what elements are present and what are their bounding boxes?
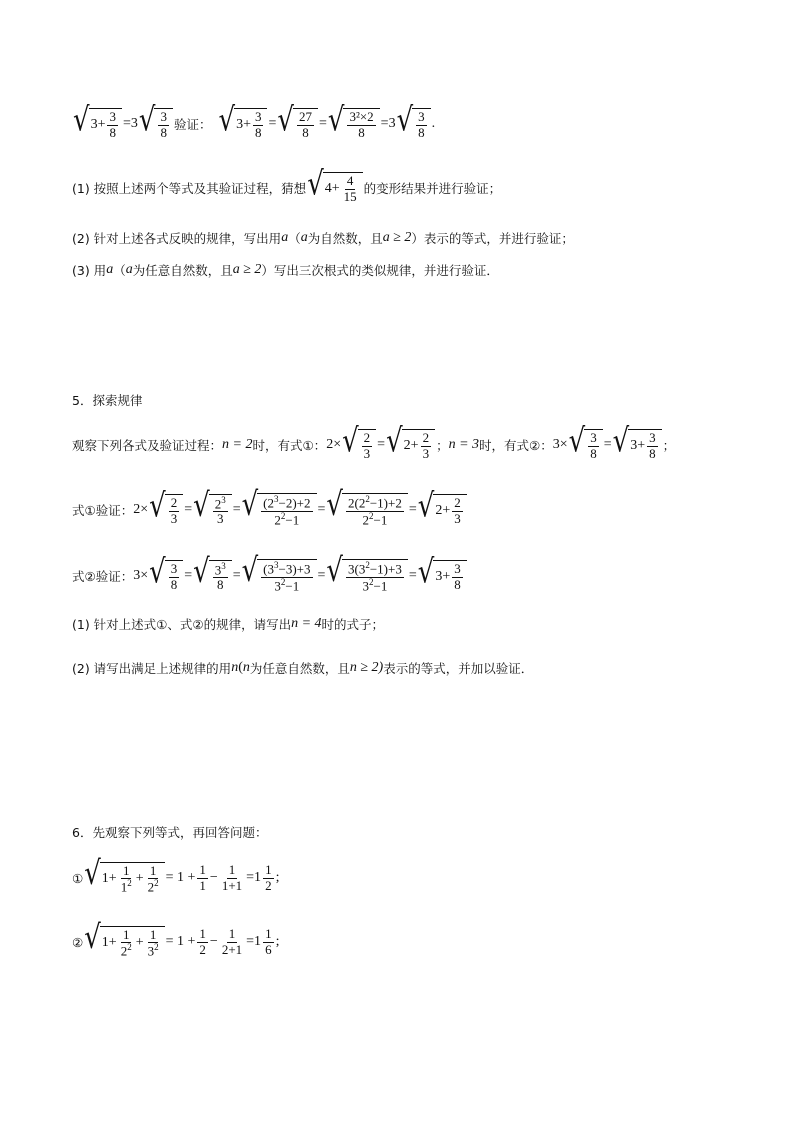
radical: √ $\frac{\text{3²×2}}{8}$	[328, 108, 380, 140]
q4-item-3: (3) 用 a （ a 为任意自然数，且 a ≥ 2 ）写出三次根式的类似规律，并进行验证．	[72, 262, 499, 278]
radical: √ $\frac{3}{8}$	[397, 108, 431, 140]
radical: √ 3+ $\frac{3}{8}$	[73, 108, 122, 140]
radical: √ $\frac{3}{8}$	[149, 560, 183, 592]
radical: √ $\frac{3}{8}$	[569, 429, 603, 461]
q5-observe-line: 观察下列各式及验证过程： n = 2 时，有式①： 2× √ $\frac{2}{3}$ = √ 2+ $\frac{2}{3}$ ； n = 3 时，有式②： 3× √ $\frac{3}{8}$ = √ 3+ $\frac{3}{8}$ ；	[72, 422, 676, 461]
q5-sub-1: (1) 针对上述式①、式②的规律，请写出 n = 4 时的式子；	[72, 616, 385, 632]
radical: √ 1+ $\frac{1}{1^2}$ + $\frac{1}{2^2}$	[84, 862, 164, 895]
radical: √ $\frac{2^3}{3}$	[193, 494, 232, 527]
radical: √ 3+ $\frac{3}{8}$	[218, 108, 267, 140]
q6-eq-2: ② √ 1+ $\frac{1}{2^2}$ + $\frac{1}{3^2}$ = 1 + $\frac{1}{2}$ − $\frac{1}{2+1}$ =1 $\frac{1}{6}$ ;	[72, 918, 280, 959]
radical: √ $\frac{2}{3}$	[149, 494, 183, 526]
verify-label: 验证：	[173, 117, 212, 132]
radical: √ 3+ $\frac{3}{8}$	[613, 429, 662, 461]
q5-verify-2: 式②验证： 3× √ $\frac{3}{8}$ = √ $\frac{3^3}{8}$ = √ $\frac{(3^3-3)+3}{3^2-1}$ = √ $\frac{3(3^2-1)+3}{3^2-1}$ = √ 3+ $\frac{3}{8}$	[72, 556, 468, 596]
radical: √ 4 + $\frac{4}{15}$	[307, 172, 362, 204]
q5-title: 5．探索规律	[72, 393, 143, 408]
radical: √ $\frac{3}{8}$	[139, 108, 173, 140]
radical: √ $\frac{3(3^2-1)+3}{3^2-1}$	[326, 559, 407, 593]
radical: √ $\frac{(2^3-2)+2}{2^2-1}$	[242, 493, 317, 527]
radical: √ $\frac{2}{3}$	[342, 429, 376, 461]
q4-item-1: (1) 按照上述两个等式及其验证过程，猜想 √ 4 + $\frac{4}{15}$ 的变形结果并进行验证；	[72, 165, 502, 204]
q5-verify-1: 式①验证： 2× √ $\frac{2}{3}$ = √ $\frac{2^3}{3}$ = √ $\frac{(2^3-2)+2}{2^2-1}$ = √ $\frac{2(2^2-1)+2}{2^2-1}$ = √ 2+ $\frac{2}{3}$	[72, 490, 468, 530]
radical: √ $\frac{3^3}{8}$	[193, 560, 232, 593]
top-equation-line: √ 3+ $\frac{3}{8}$ =3 √ $\frac{3}{8}$ 验证： √ 3+ $\frac{3}{8}$ = √ $\frac{27}{8}$ = √ $\frac{\text{3²×2}}{8}$ =3 √ $\frac{3}{8}$ .	[73, 101, 436, 140]
radical: √ $\frac{27}{8}$	[277, 108, 318, 140]
radical: √ 2+ $\frac{2}{3}$	[418, 494, 467, 526]
q6-eq-1: ① √ 1+ $\frac{1}{1^2}$ + $\frac{1}{2^2}$ = 1 + $\frac{1}{1}$ − $\frac{1}{1+1}$ =1 $\frac{1}{2}$ ;	[72, 854, 280, 895]
radical: √ $\frac{2(2^2-1)+2}{2^2-1}$	[326, 493, 407, 527]
radical: √ 3+ $\frac{3}{8}$	[418, 560, 467, 592]
radical: √ 1+ $\frac{1}{2^2}$ + $\frac{1}{3^2}$	[84, 926, 164, 959]
radical: √ 2+ $\frac{2}{3}$	[386, 429, 435, 461]
q4-item-2: (2) 针对上述各式反映的规律，写出用 a （ a 为自然数，且 a ≥ 2 ）表示的等式，并进行验证；	[72, 230, 574, 246]
radical: √ $\frac{(3^3-3)+3}{3^2-1}$	[242, 559, 317, 593]
q6-title: 6．先观察下列等式，再回答问题：	[72, 825, 268, 840]
q5-sub-2: (2) 请写出满足上述规律的用 n ( n 为任意自然数，且 n ≥ 2) 表示的等式，并加以验证．	[72, 660, 534, 676]
